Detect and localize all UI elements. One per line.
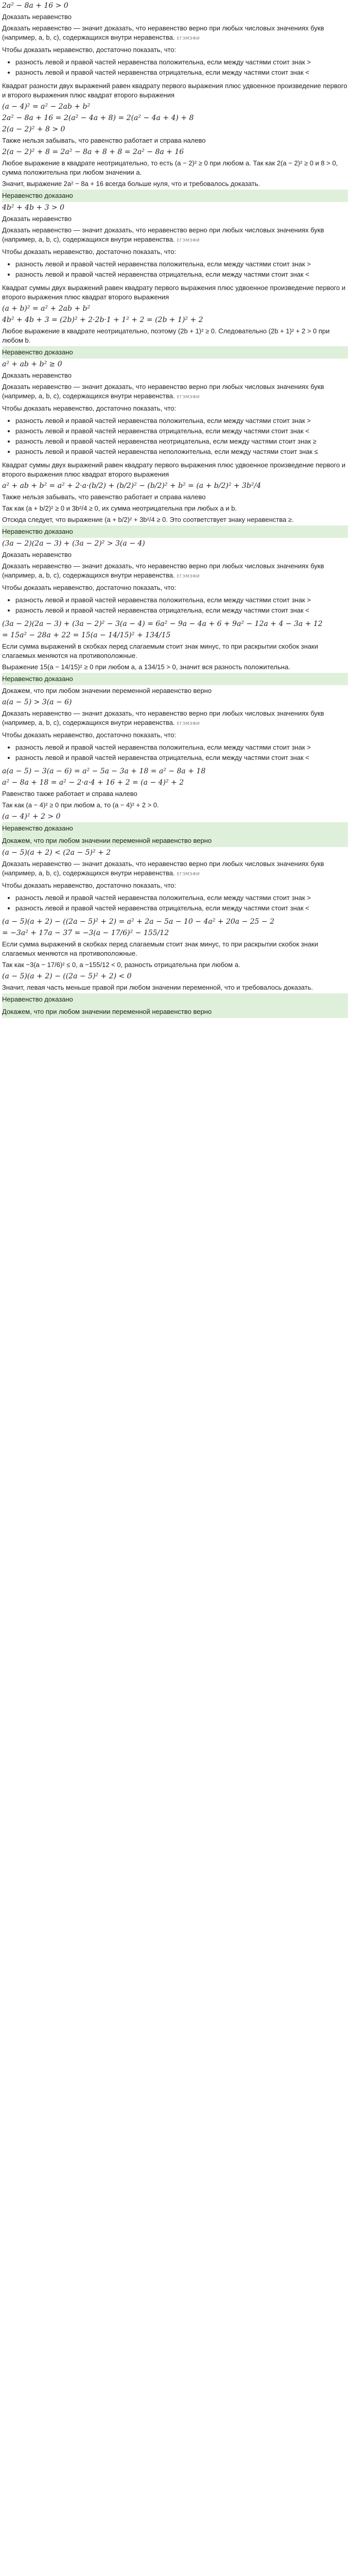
formula: 2(a − 2)² + 8 > 0: [2, 125, 65, 133]
solution-section-4: [2, 538, 348, 685]
formula: (a − 4)² = a² − 2ab + b²: [2, 103, 91, 111]
method-lead: Чтобы доказать неравенство, достаточно показать, что:: [2, 882, 177, 889]
method-item: • разность левой и правой частей неравенства неположительна, если между частями стоит знак ≤: [15, 447, 348, 456]
section-heading: Доказать неравенство: [2, 215, 72, 223]
inequality-statement: (a − 5)(a + 2) < (2a − 5)² + 2: [2, 849, 111, 857]
inequality-statement: a(a − 5) > 3(a − 6): [2, 698, 72, 706]
formula: 2(a − 2)² + 8 = 2a² − 8a + 8 + 8 = 2a² − 8a + 16: [2, 148, 184, 156]
formula-note: Квадрат суммы двух выражений равен квадрату первого выражения плюс удвоенное произведение первого и второго выражения плюс квадрат второго выражения: [2, 284, 346, 301]
intro-text: Доказать неравенство — значит доказать, что неравенство верно при любых числовых значениях букв (например, a, b, c), содержащихся внутри неравенства.: [2, 226, 324, 243]
inequality-statement: 2a² − 8a + 16 > 0: [2, 2, 68, 10]
method-item: • разность левой и правой частей неравенства положительна, если между частями стоит знак >: [15, 596, 348, 605]
method-item: • разность левой и правой частей неравенства отрицательна, если между частями стоит знак <: [15, 68, 348, 77]
watermark-tag: ЕГЭМЭФИ: [177, 872, 200, 876]
watermark-tag: ЕГЭМЭФИ: [177, 721, 200, 726]
method-item: • разность левой и правой частей неравенства отрицательна, если между частями стоит знак <: [15, 904, 348, 913]
method-list: [2, 893, 348, 913]
intro-text: Доказать неравенство — значит доказать, что неравенство верно при любых числовых значениях букв (например, a, b, c), содержащихся внутри неравенства.: [2, 383, 324, 400]
explanation: Так как (a − 4)² ≥ 0 при любом a, то (a − 4)² + 2 > 0.: [2, 801, 159, 809]
section-heading: Доказать неравенство: [2, 371, 72, 379]
formula: = −3a² + 17a − 37 = −3(a − 17/6)² − 155/12: [2, 929, 169, 937]
method-item: • разность левой и правой частей неравенства положительна, если между частями стоит знак >: [15, 743, 348, 752]
formula: (a − 5)(a + 2) − ((2a − 5)² + 2) = a² + 2a − 5a − 10 − 4a² + 20a − 25 − 2: [2, 918, 275, 926]
solution-section-1: [2, 0, 348, 202]
result-banner: Неравенство доказано: [2, 526, 348, 538]
watermark-tag: ЕГЭМЭФИ: [177, 395, 200, 399]
method-item: • разность левой и правой частей неравенства отрицательна, если между частями стоит знак <: [15, 753, 348, 762]
inequality-statement: 4b² + 4b + 3 > 0: [2, 204, 65, 212]
method-list: [2, 743, 348, 762]
method-item: • разность левой и правой частей неравенства отрицательна, если между частями стоит знак <: [15, 270, 348, 279]
method-list: [2, 58, 348, 77]
formula: (a + b)² = a² + 2ab + b²: [2, 304, 91, 313]
formula: a(a − 5) − 3(a − 6) = a² − 5a − 3a + 18 = a² − 8a + 18: [2, 767, 206, 775]
explanation: Также нельзя забывать, что равенство работает и справа налево: [2, 137, 206, 144]
intro-text: Доказать неравенство — значит доказать, что неравенство верно при любых числовых значениях букв (например, a, b, c), содержащихся внутри неравенства.: [2, 24, 324, 41]
formula: 2a² − 8a + 16 = 2(a² − 4a + 8) = 2(a² − 4a + 4) + 8: [2, 114, 194, 122]
method-item: • разность левой и правой частей неравенства отрицательна, если между частями стоит знак <: [15, 427, 348, 436]
intro-paragraph: [2, 225, 348, 246]
formula: (a − 5)(a + 2) − ((2a − 5)² + 2) < 0: [2, 972, 132, 980]
section-heading: Доказать неравенство: [2, 13, 72, 21]
explanation: Если сумма выражений в скобках перед слагаемым стоит знак минус, то при раскрытии скобок знаки слагаемых меняются на противоположные.: [2, 642, 319, 659]
intro-paragraph: [2, 23, 348, 44]
result-banner: Неравенство доказано: [2, 190, 348, 202]
explanation: Выражение 15(a − 14/15)² ≥ 0 при любом a, а 134/15 > 0, значит вся разность положительна.: [2, 663, 290, 671]
explanation: Любое выражение в квадрате неотрицательно, поэтому (2b + 1)² ≥ 0. Следовательно (2b + 1)² + 2 > 0 при любом b.: [2, 327, 330, 344]
solution-section-2: [2, 202, 348, 359]
method-list: [2, 260, 348, 279]
inequality-statement: a² + ab + b² ≥ 0: [2, 360, 62, 368]
explanation: Также нельзя забывать, что равенство работает и справа налево: [2, 493, 206, 501]
explanation: Отсюда следует, что выражение (a + b/2)² + 3b²/4 ≥ 0. Это соответствует знаку неравенства ≥.: [2, 516, 294, 523]
explanation: Так как (a + b/2)² ≥ 0 и 3b²/4 ≥ 0, их сумма неотрицательна при любых a и b.: [2, 504, 237, 512]
section-heading: Докажем, что при любом значении переменной неравенство верно: [2, 1006, 348, 1018]
method-lead: Чтобы доказать неравенство, достаточно показать, что:: [2, 584, 177, 591]
formula-note: Квадрат разности двух выражений равен квадрату первого выражения плюс удвоенное произведение первого и второго выражения плюс квадрат второго выражения: [2, 82, 347, 99]
method-lead: Чтобы доказать неравенство, достаточно показать, что:: [2, 248, 177, 256]
formula: (3a − 2)(2a − 3) + (3a − 2)² − 3(a − 4) = 6a² − 9a − 4a + 6 + 9a² − 12a + 4 − 3a + 12: [2, 620, 323, 628]
method-item: • разность левой и правой частей неравенства положительна, если между частями стоит знак >: [15, 58, 348, 67]
formula: = 15a² − 28a + 22 = 15(a − 14/15)² + 134/15: [2, 631, 171, 639]
inequality-statement: (3a − 2)(2a − 3) + (3a − 2)² > 3(a − 4): [2, 539, 145, 548]
formula: (a − 4)² + 2 > 0: [2, 812, 61, 821]
method-item: • разность левой и правой частей неравенства отрицательна, если между частями стоит знак <: [15, 606, 348, 615]
explanation: Так как −3(a − 17/6)² ≤ 0, а −155/12 < 0, разность отрицательна при любом a.: [2, 961, 240, 969]
section-heading: Доказать неравенство: [2, 551, 72, 558]
intro-text: Доказать неравенство — значит доказать, что неравенство верно при любых числовых значениях букв (например, a, b, c), содержащихся внутри неравенства.: [2, 562, 324, 579]
watermark-tag: ЕГЭМЭФИ: [177, 574, 200, 579]
solution-section-3: [2, 359, 348, 538]
result-banner: Неравенство доказано: [2, 822, 348, 835]
intro-text: Доказать неравенство — значит доказать, что неравенство верно при любых числовых значениях букв (например, a, b, c), содержащихся внутри неравенства.: [2, 709, 324, 726]
section-heading: Докажем, что при любом значении переменной неравенство верно: [2, 835, 348, 847]
watermark-tag: ЕГЭМЭФИ: [177, 36, 200, 41]
method-list: [2, 596, 348, 615]
method-list: [2, 416, 348, 456]
intro-paragraph: [2, 381, 348, 403]
section-heading: Докажем, что при любом значении переменной неравенство верно: [2, 687, 212, 694]
solution-page: [0, 0, 350, 1018]
intro-paragraph: [2, 858, 348, 880]
intro-text: Доказать неравенство — значит доказать, что неравенство верно при любых числовых значениях букв (например, a, b, c), содержащихся внутри неравенства.: [2, 860, 324, 877]
result-banner: Неравенство доказано: [2, 346, 348, 359]
intro-paragraph: [2, 561, 348, 582]
solution-section-7: [2, 1006, 348, 1018]
method-lead: Чтобы доказать неравенство, достаточно показать, что:: [2, 404, 177, 412]
method-lead: Чтобы доказать неравенство, достаточно показать, что:: [2, 731, 177, 739]
method-item: • разность левой и правой частей неравенства положительна, если между частями стоит знак >: [15, 893, 348, 903]
method-item: • разность левой и правой частей неравенства положительна, если между частями стоит знак >: [15, 416, 348, 426]
explanation: Значит, выражение 2a² − 8a + 16 всегда больше нуля, что и требовалось доказать.: [2, 180, 260, 188]
formula: 4b² + 4b + 3 = (2b)² + 2·2b·1 + 1² + 2 = (2b + 1)² + 2: [2, 316, 203, 324]
method-lead: Чтобы доказать неравенство, достаточно показать, что:: [2, 46, 177, 54]
explanation: Значит, левая часть меньше правой при любом значении переменной, что и требовалось доказать.: [2, 984, 313, 991]
result-banner: Неравенство доказано: [2, 993, 348, 1006]
watermark-tag: ЕГЭМЭФИ: [177, 238, 200, 243]
explanation: Любое выражение в квадрате неотрицательно, то есть (a − 2)² ≥ 0 при любом a. Так как 2(a − 2)² ≥ 0 и 8 > 0, сумма положительна при любом значении a.: [2, 159, 338, 176]
intro-paragraph: [2, 708, 348, 730]
result-banner: Неравенство доказано: [2, 673, 348, 685]
method-item: • разность левой и правой частей неравенства неотрицательна, если между частями стоит знак ≥: [15, 437, 348, 446]
solution-section-5: [2, 685, 348, 835]
formula: a² + ab + b² = a² + 2·a·(b/2) + (b/2)² − (b/2)² + b² = (a + b/2)² + 3b²/4: [2, 482, 261, 490]
formula: a² − 8a + 18 = a² − 2·a·4 + 16 + 2 = (a − 4)² + 2: [2, 778, 184, 787]
explanation: Равенство также работает и справа налево: [2, 790, 137, 798]
formula-note: Квадрат суммы двух выражений равен квадрату первого выражения плюс удвоенное произведение первого и второго выражения плюс квадрат второго выражения: [2, 461, 346, 478]
solution-section-6: [2, 835, 348, 1006]
method-item: • разность левой и правой частей неравенства положительна, если между частями стоит знак >: [15, 260, 348, 269]
explanation: Если сумма выражений в скобках перед слагаемым стоит знак минус, то при раскрытии скобок знаки слагаемых меняются на противоположные.: [2, 940, 319, 957]
